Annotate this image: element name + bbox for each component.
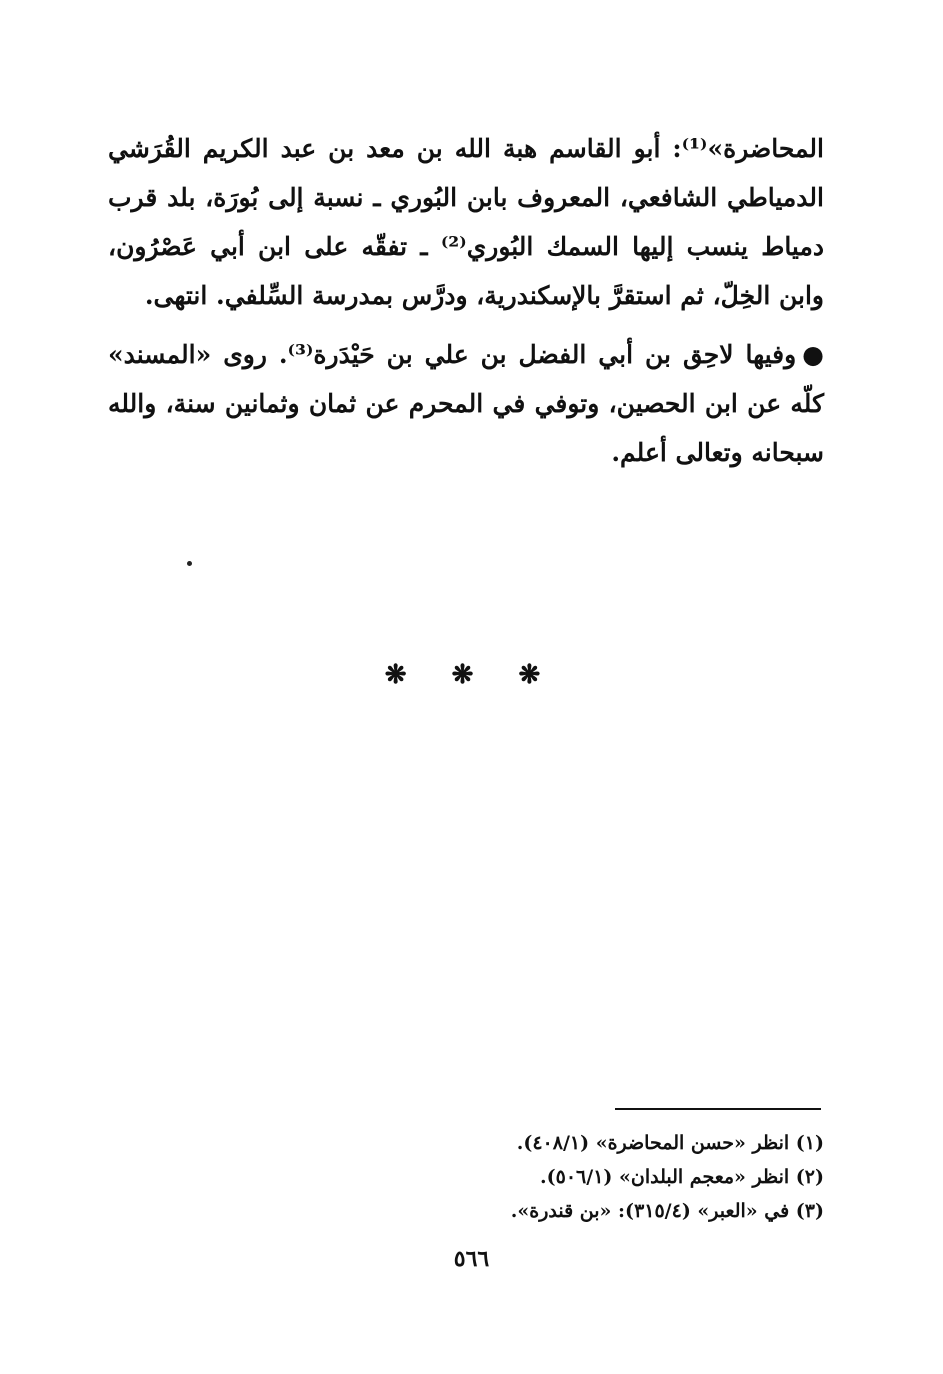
bullet-icon: ● [802, 340, 824, 369]
main-text [108, 124, 824, 477]
footnotes [300, 1126, 824, 1228]
footnote-1: (١) انظر «حسن المحاضرة» (٤٠٨/١). [516, 1132, 824, 1154]
footnote-2: (٢) انظر «معجم البلدان» (٥٠٦/١). [540, 1166, 824, 1188]
footnote-3: (٣) في «العبر» (٣١٥/٤): «بن قندرة». [510, 1200, 824, 1222]
paragraph-death-entry-text: وفيها لاحِق بن أبي الفضل بن علي بن حَيْدَرة⁽³⁾. روى «المسند» كلّه عن ابن الحصين، وتوفي في المحرم عن ثمان وثمانين سنة، والله سبحانه وتعالى أعلم. [108, 340, 824, 467]
paragraph-biography: المحاضرة»⁽¹⁾: أبو القاسم هبة الله بن معد بن عبد الكريم القُرَشي الدمياطي الشافعي، المعروف بابن البُوري ـ نسبة إلى بُورَة، بلد قرب دمياط ينسب إليها السمك البُوري⁽²⁾ ـ تفقّه على ابن أبي عَصْرُون، وابن الخِلّ، ثم استقرَّ بالإسكندرية، ودرَّس بمدرسة السِّلفي. انتهى. [108, 134, 824, 310]
footnote-divider-line [615, 1108, 821, 1110]
stray-dot-mark [187, 561, 192, 566]
section-separator-asterisks: ❋ ❋ ❋ [384, 660, 559, 690]
paragraph-death-entry [108, 330, 824, 477]
page-number: ٥٦٦ [453, 1246, 490, 1272]
